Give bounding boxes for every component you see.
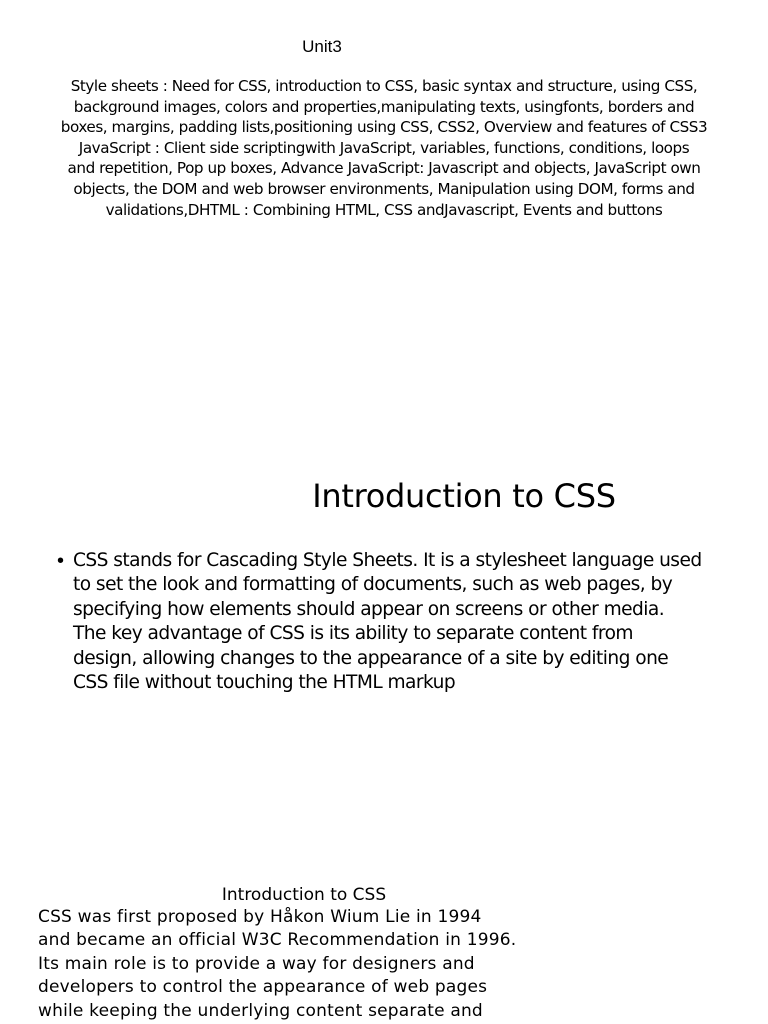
slide-unit3 (0, 0, 768, 240)
slide-title: Introduction to CSS (312, 477, 616, 515)
slide-title: Introduction to CSS (221, 885, 387, 905)
slide-css-history (0, 880, 768, 1024)
slide-introduction-to-css (0, 460, 768, 720)
unit-title: Unit3 (302, 37, 342, 56)
bullet-icon: • (57, 550, 65, 572)
bullet-text: CSS stands for Cascading Style Sheets. It is a stylesheet language used to set the look and formatting of documents, such as web pages, by specifying how elements should appear on screens or other media. The key advantage of CSS is its ability to separate content from design, allowing changes to the appearance of a site by editing one CSS file without touching the HTML markup (73, 550, 702, 694)
bullet-item (57, 549, 737, 695)
syllabus-text: Style sheets : Need for CSS, introduction to CSS, basic syntax and structure, using CSS, background images, colors and properties,manipulating texts, usingfonts, borders and boxes, margins, padding lists,positioning using CSS, CSS2, Overview and features of CSS3 JavaScript : Client side scriptingwith JavaScript, variables, functions, conditions, loops and repetition, Pop up boxes, Advance JavaScript: Javascript and objects, JavaScript own objects, the DOM and web browser environments, Manipulation using DOM, forms and validations,DHTML : Combining HTML, CSS andJavascript, Events and buttons (60, 77, 708, 219)
slide-body-text: CSS was first proposed by Håkon Wium Lie in 1994 and became an official W3C Recommendation in 1996. Its main role is to provide a way for designers and developers to control the appearance of web pages while keeping the underlying content separate and (38, 907, 517, 1021)
